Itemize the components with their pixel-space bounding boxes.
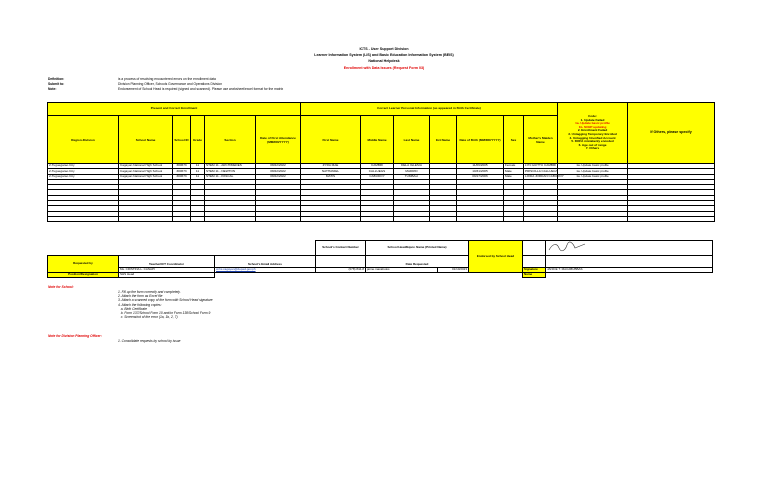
- notes-division-title: Note for Division Planning Officer:: [48, 334, 102, 338]
- school-head-name[interactable]: jaime.macabulos: [366, 267, 438, 272]
- code-item: 3. Untagging Temporary Enrolled: [568, 132, 617, 136]
- empty-cell[interactable]: [191, 216, 205, 221]
- column-header: Date of Birth (MM/DD/YYYY): [457, 116, 504, 164]
- table-cell[interactable]: 11: [191, 164, 205, 169]
- note-item: 1. Consolidate requests by school by issue: [118, 339, 181, 343]
- code-item: 2. Enrollment Failed: [577, 128, 608, 133]
- header-line-2: Learner Information System (LIS) and Basic Education Information System (BEIS): [314, 53, 454, 57]
- column-header: Ext Name: [430, 116, 457, 164]
- table-cell[interactable]: Male: [504, 169, 524, 174]
- position-label: Position/Designation: [48, 272, 119, 277]
- request-table: [47, 240, 713, 278]
- table-cell[interactable]: 300673: [173, 164, 191, 169]
- note-item: c. Screenshot of the error (1a, 1b, 2, 7): [118, 315, 178, 320]
- note-item: a. Birth Certificate: [118, 306, 147, 311]
- column-header: School ID: [173, 116, 191, 164]
- note-item: 4. Attach the following copies:: [118, 302, 162, 307]
- table-cell[interactable]: 1a. Update basic profile: [558, 164, 628, 169]
- table-cell[interactable]: MATIS: [301, 174, 361, 179]
- table-cell[interactable]: 11: [191, 174, 205, 179]
- note-item: 1. Fill up the form correctly and completely.: [118, 290, 181, 294]
- others-header: If Others, please specify: [628, 103, 715, 164]
- table-cell[interactable]: 08/22/2022: [256, 164, 301, 169]
- table-cell[interactable]: STEM 11 - ARCHIMEDES: [205, 164, 256, 169]
- notes-division-list: [118, 339, 181, 343]
- table-cell[interactable]: 1a. Update basic profile: [558, 174, 628, 179]
- signature-area: [546, 241, 713, 256]
- table-cell[interactable]: NATHANIEL: [301, 169, 361, 174]
- empty-cell[interactable]: [173, 216, 191, 221]
- table-cell[interactable]: 09/17/2006: [457, 174, 504, 179]
- notes-school-list: [118, 290, 213, 319]
- table-cell[interactable]: Cagayan National High School: [119, 169, 173, 174]
- table-cell[interactable]: Female: [504, 164, 524, 169]
- empty-cell[interactable]: [457, 216, 504, 221]
- column-header: School Name: [119, 116, 173, 164]
- header-line-1: ICTS - User Support Division: [359, 47, 409, 51]
- table-cell[interactable]: TUMBALI: [394, 174, 430, 179]
- code-item: 6. Age out of range: [578, 142, 607, 147]
- table-cell[interactable]: PRISCILLA CALLUEGS: [525, 168, 559, 173]
- endorsed-by: Endorsed by School Head: [469, 241, 523, 273]
- table-cell[interactable]: 2-Tuguegarao City: [48, 174, 119, 179]
- empty-cell[interactable]: [394, 216, 430, 221]
- header-form-title: Enrollment with Data Issues (Request Form 03): [343, 66, 425, 70]
- contact-number[interactable]: (078) 844-8: [316, 267, 366, 272]
- table-cell[interactable]: Cagayan National High School: [119, 174, 173, 179]
- table-cell[interactable]: CALLUEGS: [361, 169, 394, 174]
- table-cell[interactable]: 300673: [173, 174, 191, 179]
- code-item: 1. Update Failed: [580, 117, 605, 122]
- name-label: Name: [523, 272, 546, 277]
- meta-value-definition: is a process of resolving encountered errors on the enrollment data: [118, 77, 216, 81]
- meta-label-definition: Definition:: [48, 77, 65, 81]
- table-cell[interactable]: CABUDOY: [361, 174, 394, 179]
- empty-cell[interactable]: [119, 216, 173, 221]
- code-item: 1b. SCEP updating: [578, 124, 607, 129]
- empty-cell[interactable]: [301, 216, 361, 221]
- meta-label-note: Note:: [48, 87, 57, 91]
- table-cell[interactable]: STEM 11 - PASCAL: [205, 174, 256, 179]
- empty-cell[interactable]: [504, 216, 524, 221]
- table-cell[interactable]: STEM 11 - NEWTON: [205, 169, 256, 174]
- table-cell[interactable]: 1a. Update basic profile: [558, 169, 628, 174]
- notes-school-title: Note for School:: [48, 285, 74, 289]
- empty-cell[interactable]: [430, 216, 457, 221]
- column-header: Section: [205, 116, 256, 164]
- code-item: 1a. Update basic profile: [575, 121, 610, 126]
- table-cell[interactable]: 08/22/2022: [256, 174, 301, 179]
- note-item: b. Form 137/School Form 10 and/or Form 138/School Form 9: [118, 311, 211, 316]
- teacher-header: Teacher/ICT Coordinator: [119, 255, 215, 267]
- school-email[interactable]: cnhs.cagayan@deped.gov.ph: [215, 267, 316, 272]
- section-learner-info: Correct Learner Personal Information (as appeared in Birth Certificate): [301, 103, 558, 116]
- empty-cell[interactable]: [205, 216, 256, 221]
- empty-cell[interactable]: [256, 216, 301, 221]
- position-value[interactable]: SHS Head: [119, 272, 215, 277]
- date-header: Date Requested: [366, 255, 469, 267]
- contact-header: School's Contact Number: [316, 241, 366, 256]
- column-header: Date of First Attendance (MM/DD/YYYY): [256, 116, 301, 164]
- table-cell[interactable]: MADRID: [394, 169, 430, 174]
- header-line-3: National Helpdesk: [368, 59, 400, 63]
- table-cell[interactable]: LYN GUITTU CAMBRI: [525, 163, 557, 168]
- table-cell[interactable]: 300673: [173, 169, 191, 174]
- column-header: Middle Name: [361, 116, 394, 164]
- table-cell[interactable]: 11: [191, 169, 205, 174]
- empty-cell[interactable]: [48, 216, 119, 221]
- column-header: Last Name: [394, 116, 430, 164]
- code-item: 4. Untagging Unenfied Account: [569, 135, 616, 140]
- school-head-header: School Head/Equiv. Name (Printed Name): [366, 241, 469, 256]
- empty-cell[interactable]: [524, 216, 558, 221]
- column-header: Grade: [191, 116, 205, 164]
- requested-by: Requested by: [48, 255, 119, 272]
- table-cell[interactable]: 2-Tuguegarao City: [48, 169, 119, 174]
- table-cell[interactable]: Cagayan National High School: [119, 164, 173, 169]
- table-cell[interactable]: 2-Tuguegarao City: [48, 164, 119, 169]
- code-item: 7. Others: [585, 146, 600, 151]
- note-item: 3. Attach a scanned copy of the form with School Head signature: [118, 298, 213, 303]
- signature-label: Signature: [523, 267, 546, 272]
- table-cell[interactable]: CAMBRI: [361, 164, 394, 169]
- column-header: Region-Division: [48, 116, 119, 164]
- signer-name[interactable]: JANICE T. MACABUBBAS: [546, 267, 713, 272]
- code-title: Code:: [588, 114, 597, 119]
- signature-mark: [547, 241, 587, 253]
- section-present-enrollment: Present and Correct Enrollment: [48, 103, 301, 116]
- table-cell[interactable]: 11/09/2005: [457, 164, 504, 169]
- meta-value-submit: Division Planning Officer, Schools Governance and Operations Division: [118, 82, 223, 86]
- date-requested[interactable]: 01/10/2023: [438, 267, 469, 272]
- teacher-name[interactable]: Ms. CRISTINA L. CANAPI: [119, 267, 215, 272]
- empty-cell[interactable]: [628, 216, 715, 221]
- empty-cell[interactable]: [558, 216, 628, 221]
- table-cell[interactable]: 08/22/2022: [256, 169, 301, 174]
- enrollment-table: [47, 102, 715, 222]
- empty-row: [48, 216, 715, 221]
- meta-value-note: Endorsement of School Head is required (signed and scanned). Please use worksheet/excel format for the matrix: [118, 87, 284, 91]
- column-header: First Name: [301, 116, 361, 164]
- column-header: Mother's Maiden Name: [524, 116, 558, 164]
- code-item: 5. DOFA mistakenly encoded: [571, 139, 614, 144]
- table-cell[interactable]: Male: [504, 174, 524, 179]
- table-cell[interactable]: DELA IGLESIA: [394, 164, 430, 169]
- note-item: 2. Attach the form as Excel file: [118, 294, 163, 299]
- email-header: School's Email Address: [215, 255, 316, 267]
- empty-cell[interactable]: [361, 216, 394, 221]
- table-cell[interactable]: LOIDA JORDAN CABUDOY: [525, 173, 564, 178]
- meta-label-submit: Submit to:: [48, 82, 65, 86]
- column-header: Sex: [504, 116, 524, 164]
- table-cell[interactable]: ZYRA MAE: [301, 164, 361, 169]
- code-legend: [558, 103, 628, 164]
- table-cell[interactable]: 10/31/2005: [457, 169, 504, 174]
